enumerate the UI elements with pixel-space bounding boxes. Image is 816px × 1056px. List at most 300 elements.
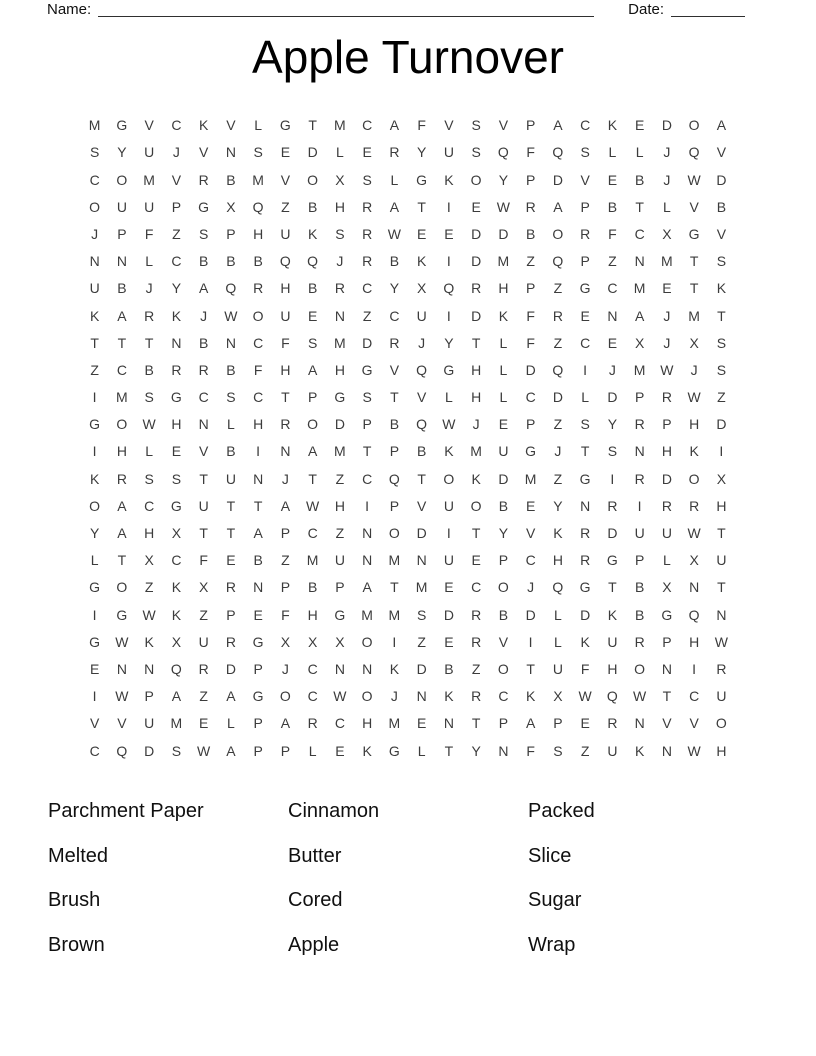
grid-letter: P [335,579,345,596]
grid-letter: F [526,144,535,161]
grid-letter: W [687,742,701,759]
grid-letter: T [90,334,99,351]
grid-row [81,112,735,139]
grid-letter: E [444,633,454,650]
grid-letter: O [307,416,319,433]
grid-letter: B [389,253,400,270]
grid-letter: E [444,579,454,596]
grid-letter: T [199,525,208,541]
grid-letter: S [607,443,618,460]
grid-letter: Y [498,525,509,541]
grid-letter: C [307,688,318,705]
grid-letter: O [470,171,482,188]
grid-letter: N [362,525,373,541]
grid-letter: Q [552,579,564,596]
grid-letter: D [552,389,563,406]
grid-letter: L [444,389,453,406]
grid-letter: Y [89,525,100,541]
grid-letter: I [719,443,724,460]
grid-letter: V [525,525,536,541]
grid-letter: A [171,688,182,705]
grid-letter: S [553,742,563,759]
grid-letter: G [416,171,428,188]
grid-letter: R [253,280,264,297]
grid-letter: B [307,198,318,215]
grid-letter: H [253,225,264,242]
grid-letter: L [145,253,154,270]
grid-letter: Y [117,144,127,161]
grid-letter: R [198,171,209,188]
grid-letter: T [580,443,590,460]
grid-letter: C [362,280,373,297]
grid-letter: B [198,253,209,270]
grid-letter: V [389,361,400,378]
grid-letter: Z [335,525,345,541]
grid-letter: Q [416,361,428,378]
grid-letter: D [416,525,427,541]
grid-letter: Z [553,280,563,297]
grid-letter: O [497,579,509,596]
grid-letter: F [417,117,426,134]
grid-letter: P [662,416,672,433]
grid-letter: H [144,525,155,541]
grid-letter: T [390,389,399,406]
grid-letter: W [578,688,592,705]
grid-letter: T [362,443,372,460]
grid-letter: W [142,606,156,623]
grid-letter: Z [90,361,99,378]
grid-letter: C [525,552,536,569]
grid-letter: R [471,688,482,705]
grid-letter: U [443,497,454,514]
grid-letter: F [526,307,535,324]
grid-letter: O [116,171,128,188]
grid-letter: P [171,198,182,215]
grid-letter: C [334,715,345,732]
grid-letter: M [334,334,346,351]
grid-letter: R [334,280,345,297]
grid-letter: C [198,389,209,406]
grid-letter: C [171,552,182,569]
grid-letter: Q [688,144,700,161]
grid-letter: E [226,552,236,569]
grid-letter: E [634,117,645,134]
grid-letter: M [497,253,510,270]
grid-letter: W [496,198,510,215]
grid-letter: A [117,307,127,324]
grid-letter: N [634,715,645,732]
grid-letter: N [498,742,509,759]
grid-letter: X [226,198,236,215]
grid-letter: Q [552,253,564,270]
grid-letter: Z [362,307,372,324]
grid-letter: Q [497,144,509,161]
grid-letter: E [471,552,481,569]
grid-letter: R [362,198,373,215]
grid-row [81,248,735,275]
grid-letter: I [446,198,451,215]
grid-row [81,466,735,493]
grid-letter: O [688,117,700,134]
grid-letter: T [526,660,535,677]
grid-letter: X [689,552,699,569]
grid-letter: U [116,198,127,215]
grid-letter: O [89,198,101,215]
grid-letter: F [199,552,208,569]
grid-letter: S [580,416,590,433]
word-list-item: Brush [48,889,101,912]
grid-letter: S [580,144,590,161]
grid-letter: C [634,225,645,242]
grid-letter: C [253,334,264,351]
grid-letter: W [306,497,320,514]
grid-letter: N [416,688,427,705]
grid-letter: B [253,552,263,569]
grid-letter: R [580,552,591,569]
grid-letter: C [362,470,373,487]
grid-letter: D [607,389,618,406]
grid-letter: E [444,225,454,242]
grid-letter: G [170,389,182,406]
grid-letter: T [417,198,426,215]
grid-letter: L [417,742,426,759]
grid-letter: I [92,606,97,623]
grid-letter: O [552,225,564,242]
grid-letter: Q [416,416,428,433]
grid-letter: T [117,334,127,351]
grid-letter: L [662,198,671,215]
grid-letter: O [688,470,700,487]
grid-row [81,330,735,357]
grid-letter: R [661,389,672,406]
grid-row [81,574,735,601]
grid-letter: R [471,606,482,623]
grid-letter: D [661,117,672,134]
grid-letter: Z [553,470,563,487]
grid-letter: Y [607,416,618,433]
grid-letter: H [334,198,345,215]
grid-letter: H [471,361,482,378]
grid-letter: T [308,470,317,487]
grid-letter: U [661,525,672,541]
grid-letter: D [607,525,618,541]
grid-letter: K [634,742,645,759]
grid-letter: E [171,443,182,460]
grid-letter: R [144,307,155,324]
grid-letter: T [226,497,236,514]
grid-letter: F [526,742,535,759]
grid-letter: B [498,606,509,623]
word-list-item: Cinnamon [288,800,380,823]
grid-letter: Y [498,171,509,188]
grid-letter: C [580,117,591,134]
grid-letter: H [607,660,618,677]
grid-letter: G [361,361,373,378]
grid-letter: P [525,171,536,188]
grid-letter: N [416,552,427,569]
grid-letter: B [634,171,645,188]
grid-letter: N [607,307,618,324]
grid-letter: C [89,171,100,188]
grid-letter: R [171,361,182,378]
grid-letter: Q [170,660,182,677]
grid-letter: P [498,552,509,569]
grid-letter: L [226,715,235,732]
grid-letter: R [198,361,209,378]
grid-letter: G [579,280,591,297]
word-list-column [48,790,288,968]
grid-letter: G [89,633,101,650]
word-list-item: Apple [288,933,340,956]
grid-letter: M [388,715,401,732]
grid-letter: T [662,688,672,705]
grid-letter: W [660,361,674,378]
grid-letter: M [388,606,401,623]
grid-letter: R [607,497,618,514]
grid-letter: R [389,144,400,161]
grid-letter: R [580,225,591,242]
grid-letter: D [362,334,373,351]
grid-letter: H [498,280,509,297]
grid-letter: O [89,497,101,514]
grid-letter: J [390,688,398,705]
grid-letter: H [334,497,345,514]
grid-letter: X [662,579,672,596]
grid-letter: K [444,171,454,188]
grid-letter: P [280,525,291,541]
grid-letter: I [528,633,533,650]
word-list-item: Melted [48,844,109,867]
grid-letter: E [335,742,345,759]
grid-letter: J [663,334,671,351]
grid-letter: A [253,525,263,541]
grid-letter: D [498,225,509,242]
grid-letter: I [692,660,697,677]
grid-letter: C [471,579,482,596]
header [0,0,816,18]
grid-letter: A [226,688,236,705]
grid-letter: T [689,253,699,270]
grid-letter: N [334,660,345,677]
grid-letter: O [443,470,455,487]
grid-letter: V [144,117,154,134]
grid-letter: W [333,688,347,705]
grid-letter: B [226,443,236,460]
grid-letter: M [170,715,183,732]
grid-letter: R [525,198,536,215]
grid-letter: B [144,361,154,378]
grid-letter: X [716,470,727,487]
grid-letter: B [307,280,318,297]
grid-letter: A [553,117,563,134]
grid-letter: L [499,361,508,378]
grid-letter: A [634,307,645,324]
grid-letter: P [580,198,590,215]
grid-letter: N [689,579,700,596]
grid-letter: P [226,225,236,242]
grid-letter: W [687,389,701,406]
grid-letter: O [361,688,373,705]
grid-letter: T [717,525,726,541]
grid-letter: X [144,552,154,569]
grid-letter: Q [552,144,564,161]
grid-letter: R [280,416,291,433]
grid-letter: K [689,443,699,460]
grid-letter: X [280,633,291,650]
grid-letter: N [116,253,127,270]
grid-letter: B [634,579,645,596]
grid-letter: K [89,470,100,487]
grid-letter: J [690,361,698,378]
grid-letter: B [607,198,618,215]
grid-letter: B [634,606,645,623]
grid-letter: J [663,171,671,188]
grid-letter: C [362,117,373,134]
grid-letter: N [253,470,264,487]
grid-letter: T [689,280,699,297]
grid-letter: U [634,525,645,541]
grid-letter: K [362,742,372,759]
grid-letter: D [580,606,591,623]
grid-letter: P [525,280,536,297]
grid-letter: S [144,389,154,406]
grid-row [81,656,735,683]
grid-letter: B [226,361,236,378]
grid-letter: U [198,633,209,650]
grid-letter: X [171,633,182,650]
grid-letter: R [634,416,645,433]
grid-letter: R [307,715,318,732]
grid-row [81,357,735,384]
grid-letter: L [608,144,617,161]
grid-letter: M [633,280,646,297]
grid-letter: I [446,253,451,270]
grid-letter: C [498,688,509,705]
grid-letter: P [280,579,291,596]
grid-row [81,275,735,302]
grid-letter: T [199,470,208,487]
grid-letter: M [388,552,401,569]
grid-letter: P [553,715,563,732]
grid-letter: X [416,280,427,297]
grid-letter: G [198,198,210,215]
grid-letter: Z [281,552,290,569]
grid-letter: Q [116,742,128,759]
grid-letter: R [471,280,482,297]
grid-letter: I [446,525,451,541]
grid-letter: C [171,117,182,134]
grid-row [81,629,735,656]
grid-letter: T [390,579,399,596]
grid-letter: K [498,307,509,324]
word-list-item: Brown [48,933,105,956]
grid-letter: N [634,443,645,460]
grid-letter: I [92,443,97,460]
grid-letter: U [607,633,618,650]
grid-letter: E [498,416,509,433]
grid-letter: X [171,525,182,541]
grid-letter: P [389,497,400,514]
grid-letter: B [716,198,727,215]
grid-letter: N [580,497,591,514]
grid-letter: F [144,225,154,242]
grid-letter: U [280,307,291,324]
grid-letter: P [144,688,154,705]
grid-letter: G [279,117,291,134]
grid-letter: J [663,144,671,161]
grid-letter: D [471,307,482,324]
grid-letter: U [552,660,563,677]
grid-letter: N [362,660,373,677]
grid-row [81,167,735,194]
grid-letter: V [226,117,236,134]
grid-letter: D [471,253,482,270]
grid-letter: V [689,715,699,732]
grid-letter: J [336,253,344,270]
grid-letter: J [200,307,208,324]
grid-letter: K [444,443,454,460]
grid-letter: R [552,307,563,324]
grid-letter: U [198,497,209,514]
grid-letter: J [172,144,180,161]
word-list-item: Parchment Paper [48,800,204,823]
grid-letter: P [662,633,672,650]
grid-letter: H [307,606,318,623]
grid-letter: R [716,660,727,677]
grid-letter: P [525,117,536,134]
grid-letter: N [171,334,182,351]
grid-letter: H [171,416,182,433]
grid-letter: Q [252,198,264,215]
grid-letter: S [253,144,263,161]
grid-letter: J [281,470,289,487]
grid-letter: U [144,198,155,215]
grid-letter: B [226,171,236,188]
grid-letter: G [579,579,591,596]
grid-letter: P [226,606,236,623]
grid-letter: G [89,416,101,433]
grid-letter: S [471,144,481,161]
grid-letter: P [634,552,645,569]
grid-letter: Y [389,280,400,297]
grid-letter: M [143,171,155,188]
grid-letter: A [389,198,400,215]
grid-row [81,438,735,465]
grid-letter: H [334,361,345,378]
grid-letter: P [525,416,536,433]
grid-letter: A [716,117,727,134]
grid-letter: V [580,171,590,188]
grid-letter: K [716,280,727,297]
grid-letter: P [253,742,263,759]
grid-letter: D [471,225,482,242]
grid-letter: Y [444,334,454,351]
grid-letter: L [335,144,344,161]
grid-letter: K [416,253,427,270]
grid-letter: A [525,715,536,732]
grid-letter: J [554,443,562,460]
grid-letter: Z [199,688,208,705]
grid-letter: L [90,552,99,569]
grid-letter: A [198,280,209,297]
grid-letter: K [171,579,182,596]
word-list-item: Butter [288,844,342,867]
grid-letter: T [717,579,726,596]
grid-letter: R [225,579,236,596]
grid-letter: D [416,660,427,677]
grid-letter: K [171,606,182,623]
grid-letter: N [253,579,264,596]
